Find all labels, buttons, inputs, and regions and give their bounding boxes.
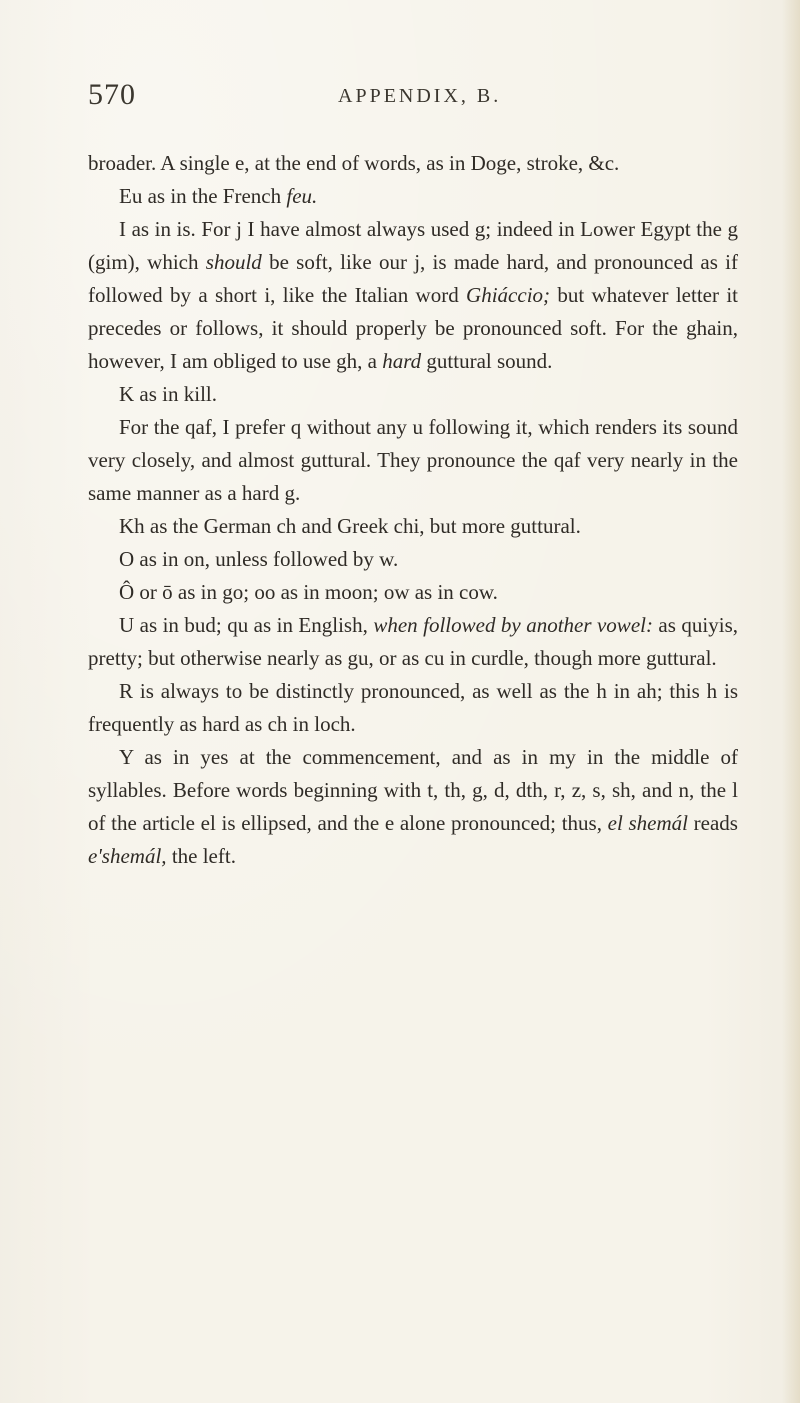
text-segment: I as in is. For j I have almost always used g; indeed in Lower Egypt the g (gim), which (88, 217, 738, 274)
text-segment: but whatever letter it precedes or follows, it should properly be pronounced soft. For the ghain, however, I am obliged to use gh, a (88, 283, 738, 373)
text-segment: broader. A single e, at the end of words, as in Doge, stroke, &c. (88, 151, 620, 175)
paragraph-u (88, 609, 738, 675)
text-segment: as quiyis, pretty; but otherwise nearly as gu, or as cu in curdle, though more guttural. (88, 613, 738, 670)
text-segment: R is always to be distinctly pronounced, as well as the h in ah; this h is frequently as hard as ch in loch. (88, 679, 738, 736)
text-segment: For the qaf, I prefer q without any u following it, which renders its sound very closely, and almost guttural. They pronounce the qaf very nearly in the same manner as a hard g. (88, 415, 738, 505)
text-segment: Kh as the German ch and Greek chi, but more guttural. (119, 514, 581, 538)
body-text (88, 147, 738, 873)
page-edge-shadow (782, 0, 800, 1403)
paragraph-o (88, 543, 738, 576)
paragraph-i (88, 213, 738, 378)
italic-segment: Ghiáccio; (466, 283, 551, 307)
paragraph-r (88, 675, 738, 741)
italic-segment: el shemál (607, 811, 688, 835)
paragraph-kh (88, 510, 738, 543)
paragraph-eu (88, 180, 738, 213)
paragraph-long-o (88, 576, 738, 609)
italic-segment: feu. (286, 184, 318, 208)
italic-segment: when followed by another vowel: (373, 613, 653, 637)
paragraph-qaf (88, 411, 738, 510)
italic-segment: hard (382, 349, 422, 373)
text-segment: be soft, like our j, is made hard, and pronounced as if followed by a short i, like the Italian word (88, 250, 738, 307)
text-segment: U as in bud; qu as in English, (119, 613, 374, 637)
text-segment: reads (687, 811, 738, 835)
paragraph-0 (88, 147, 738, 180)
italic-segment: should (205, 250, 262, 274)
text-segment: Y as in yes at the commencement, and as in my in the middle of syllables. Before words beginning with t, th, g, d, dth, r, z, s, sh, and n, the l of the article el is ellipsed, and the e alone pronounced; thus, (88, 745, 738, 835)
paragraph-k (88, 378, 738, 411)
running-head: APPENDIX, B. (338, 85, 502, 107)
page-number: 570 (88, 78, 136, 111)
text-segment: K as in kill. (119, 382, 217, 406)
text-segment: Ô or ō as in go; oo as in moon; ow as in cow. (119, 580, 498, 604)
text-segment: the left. (166, 844, 236, 868)
paragraph-y (88, 741, 738, 873)
text-segment: Eu as in the French (119, 184, 287, 208)
italic-segment: e'shemál, (88, 844, 167, 868)
text-segment: guttural sound. (421, 349, 553, 373)
text-segment: O as in on, unless followed by w. (119, 547, 399, 571)
page-header (88, 78, 728, 118)
